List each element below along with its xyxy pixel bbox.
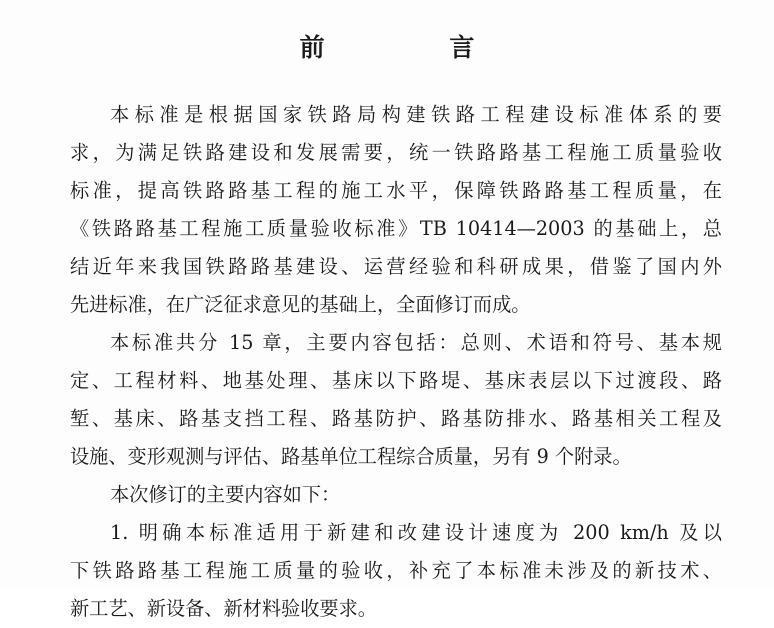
- paragraph-line: 定、工程材料、地基处理、基床以下路堤、基床表层以下过渡段、路: [70, 369, 722, 392]
- paragraph-line: 本标准共分 15 章，主要内容包括：总则、术语和符号、基本规: [110, 331, 722, 354]
- page-title: 前 言: [299, 33, 533, 62]
- list-item-line: 1. 明确本标准适用于新建和改建设计速度为 200 km/h 及以: [110, 521, 722, 544]
- paragraph-line: 求，为满足铁路建设和发展需要，统一铁路路基工程施工质量验收: [70, 141, 722, 164]
- paragraph-line: 本标准是根据国家铁路局构建铁路工程建设标准体系的要: [110, 103, 722, 126]
- paragraph-line: 标准，提高铁路路基工程的施工水平，保障铁路路基工程质量，在: [70, 179, 722, 202]
- paragraph-line: 先进标准，在广泛征求意见的基础上，全面修订而成。: [70, 293, 531, 316]
- paragraph-line: 《铁路路基工程施工质量验收标准》TB 10414—2003 的基础上，总: [70, 217, 722, 240]
- list-item-line: 下铁路路基工程施工质量的验收，补充了本标准未涉及的新技术、: [70, 559, 722, 582]
- paragraph-line: 堑、基床、路基支挡工程、路基防护、路基防排水、路基相关工程及: [70, 407, 722, 430]
- paragraph-line: 设施、变形观测与评估、路基单位工程综合质量，另有 9 个附录。: [70, 445, 632, 468]
- list-item-line: 新工艺、新设备、新材料验收要求。: [70, 597, 377, 620]
- document-body: [70, 96, 722, 628]
- paragraph-line: 结近年来我国铁路路基建设、运营经验和科研成果，借鉴了国内外: [70, 255, 722, 278]
- paragraph-line: 本次修订的主要内容如下：: [110, 483, 341, 506]
